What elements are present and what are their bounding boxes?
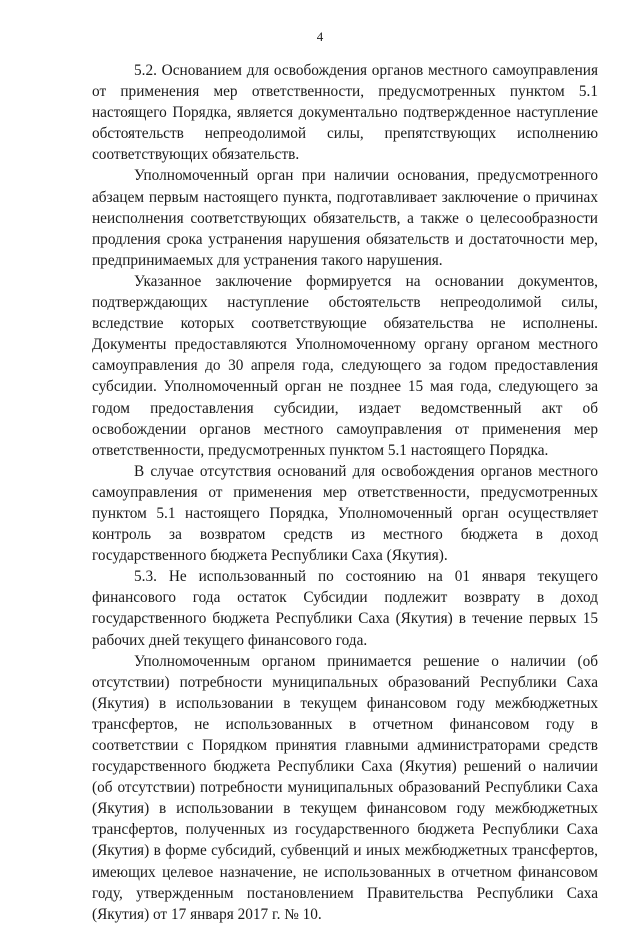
paragraph-absence-of-grounds: В случае отсутствия оснований для освобождения органов местного самоуправления от применения мер ответственности, предусмотренных пунктом 5.1 настоящего Порядка, Уполномоченный орган осуществляет контроль за возвратом средств из местного бюджета в доход государственного бюджета Республики Саха (Якутия). (92, 462, 598, 565)
paragraph-conclusion-documents: Указанное заключение формируется на основании документов, подтверждающих наступление обстоятельств непреодолимой силы, вследствие которых соответствующие обязательства не исполнены. Документы предоставляются Уполномоченному органу органом местного самоуправления до 30 апреля года, следующего за годом предоставления субсидии. Уполномоченный орган не позднее 15 мая года, следующего за годом предоставления субсидии, издает ведомственный акт об освобождении органов местного самоуправления от применения мер ответственности, предусмотренных пунктом 5.1 настоящего Порядка. (92, 272, 598, 459)
document-body (92, 60, 598, 925)
paragraph-authorized-body-conclusion: Уполномоченный орган при наличии основания, предусмотренного абзацем первым настоящего пункта, подготавливает заключение о причинах неисполнения соответствующих обязательств, а также о целесообразности продления срока устранения нарушения обязательств и достаточности мер, предпринимаемых для устранения такого нарушения. (92, 167, 598, 269)
page-number: 4 (316, 29, 324, 44)
paragraph-decision-on-need: Уполномоченным органом принимается решение о наличии (об отсутствии) потребности муниципальных образований Республики Саха (Якутия) в использовании в текущем финансовом году межбюджетных трансфертов, не использованных в отчетном финансовом году в соответствии с Порядком принятия главными администраторами средств государственного бюджета Республики Саха (Якутия) решений о наличии (об отсутствии) потребности муниципальных образований Республики Саха (Якутия) в использовании в текущем финансовом году межбюджетных трансфертов, полученных из государственного бюджета Республики Саха (Якутия) в форме субсидий, субвенций и иных межбюджетных трансфертов, имеющих целевое назначение, не использованных в отчетном финансовом году, утвержденным постановлением Правительства Республики Саха (Якутия) от 17 января 2017 г. № 10. (92, 652, 598, 923)
paragraph-5-2: 5.2. Основанием для освобождения органов местного самоуправления от применения мер ответственности, предусмотренных пунктом 5.1 настоящего Порядка, является документально подтвержденное наступление обстоятельств непреодолимой силы, препятствующих исполнению соответствующих обязательств. (92, 62, 598, 164)
paragraph-5-3: 5.3. Не использованный по состоянию на 01 января текущего финансового года остаток Субсидии подлежит возврату в доход государственного бюджета Республики Саха (Якутия) в течение первых 15 рабочих дней текущего финансового года. (92, 568, 598, 649)
